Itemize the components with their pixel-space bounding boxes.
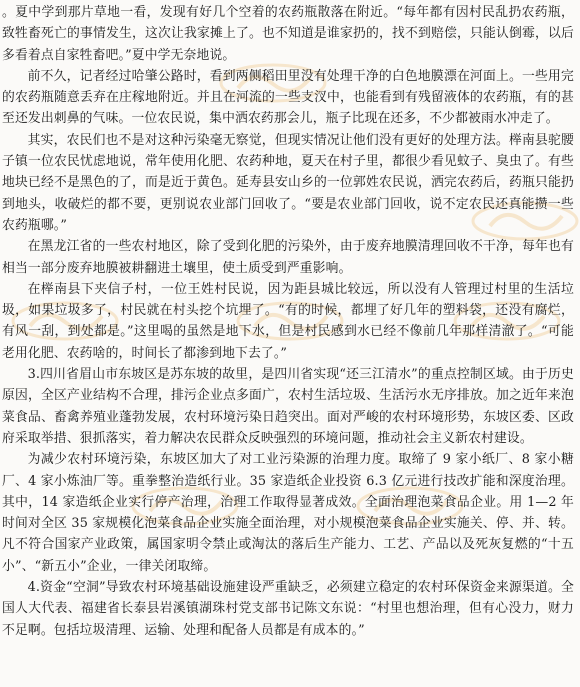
paragraph: 。夏中学到那片草地一看，发现有好几个空着的农药瓶散落在附近。“每年都有因村民乱扔农药瓶，致牲畜死亡的事情发生，这次让我家摊上了。也不知道是谁家扔的，找不到赔偿，只能认倒霉，以后多看着点自家牲畜吧。”夏中学无奈地说。 bbox=[2, 5, 574, 63]
paragraph: 在榉南县下夹信子村，一位王姓村民说，因为距县城比较远，所以没有人管理过村里的生活垃圾，如果垃圾多了，村民就在村头挖个坑埋了。“有的时候，都埋了好几年的塑料袋，还没有腐烂，有风一刮，到处都是。”这里喝的虽然是地下水，但是村民感到水已经不像前几年那样清澈了。“可能老用化肥、农药啥的，时间长了都渗到地下去了。” bbox=[2, 281, 574, 361]
article-body bbox=[2, 2, 574, 641]
paragraph: 其实，农民们也不是对这种污染毫无察觉，但现实情况让他们没有更好的处理方法。榉南县驼腰子镇一位农民忧虑地说，常年使用化肥、农药种地，夏天在村子里，都很少看见蚊子、臭虫了。有些地块已经不是黑色的了，而是近于黄色。延寿县安山乡的一位郭姓农民说，洒完农药后，药瓶只能扔到地头，收破烂的都不要，更别说农业部门回收了。“要是农业部门回收，说不定农民还真能攒一些农药瓶哪。” bbox=[2, 132, 574, 233]
paragraph: 4.资金“空洞”导致农村环境基础设施建设严重缺乏，必须建立稳定的农村环保资金来源渠道。全国人大代表、福建省长泰县岩溪镇湖珠村党支部书记陈文东说：“村里也想治理，但有心没力，财力不足啊。包括垃圾清理、运输、处理和配备人员都是有成本的。” bbox=[2, 580, 574, 638]
paragraph: 在黑龙江省的一些农村地区，除了受到化肥的污染外，由于废弃地膜清理回收不干净，每年也有相当一部分废弃地膜被耕翻进土壤里，使土质受到严重影响。 bbox=[2, 239, 574, 276]
paragraph: 为减少农村环境污染，东坡区加大了对工业污染源的治理力度。取缔了 9 家小纸厂、8 家小糖厂、4 家小炼油厂等。重拳整治造纸行业。35 家造纸企业投资 6.3 亿元进行技改扩能和深度治理。其中，14 家造纸企业实行停产治理，治理工作取得显著成效。全面治理泡菜食品企业。用 1—2 年时间对全区 35 家规模化泡菜食品企业实施全面治理，对小规模泡菜食品企业实施关、停、并、转。凡不符合国家产业政策，属国家明令禁止或淘汰的落后生产能力、工艺、产品以及死灰复燃的“十五小”、“新五小”企业，一律关闭取缔。 bbox=[2, 452, 574, 574]
paragraph: 3.四川省眉山市东坡区是苏东坡的故里，是四川省实现“还三江清水”的重点控制区域。由于历史原因，全区产业结构不合理，排污企业点多面广，农村生活垃圾、生活污水无序排放。加之近年来泡菜食品、畜禽养殖业蓬勃发展，农村环境污染日趋突出。面对严峻的农村环境形势，东坡区委、区政府采取举措、狠抓落实，着力解决农民群众反映强烈的环境问题，推动社会主义新农村建设。 bbox=[2, 367, 574, 446]
paragraph: 前不久，记者经过哈肇公路时，看到两侧稻田里没有处理干净的白色地膜漂在河面上。一些用完的农药瓶随意丢弃在庄稼地附近。并且在河流的一些支汊中，也能看到有残留液体的农药瓶，有的甚至还发出刺鼻的气味。一位农民说，集中洒农药那会儿，瓶子比现在还多，不少都被雨水冲走了。 bbox=[2, 68, 574, 127]
